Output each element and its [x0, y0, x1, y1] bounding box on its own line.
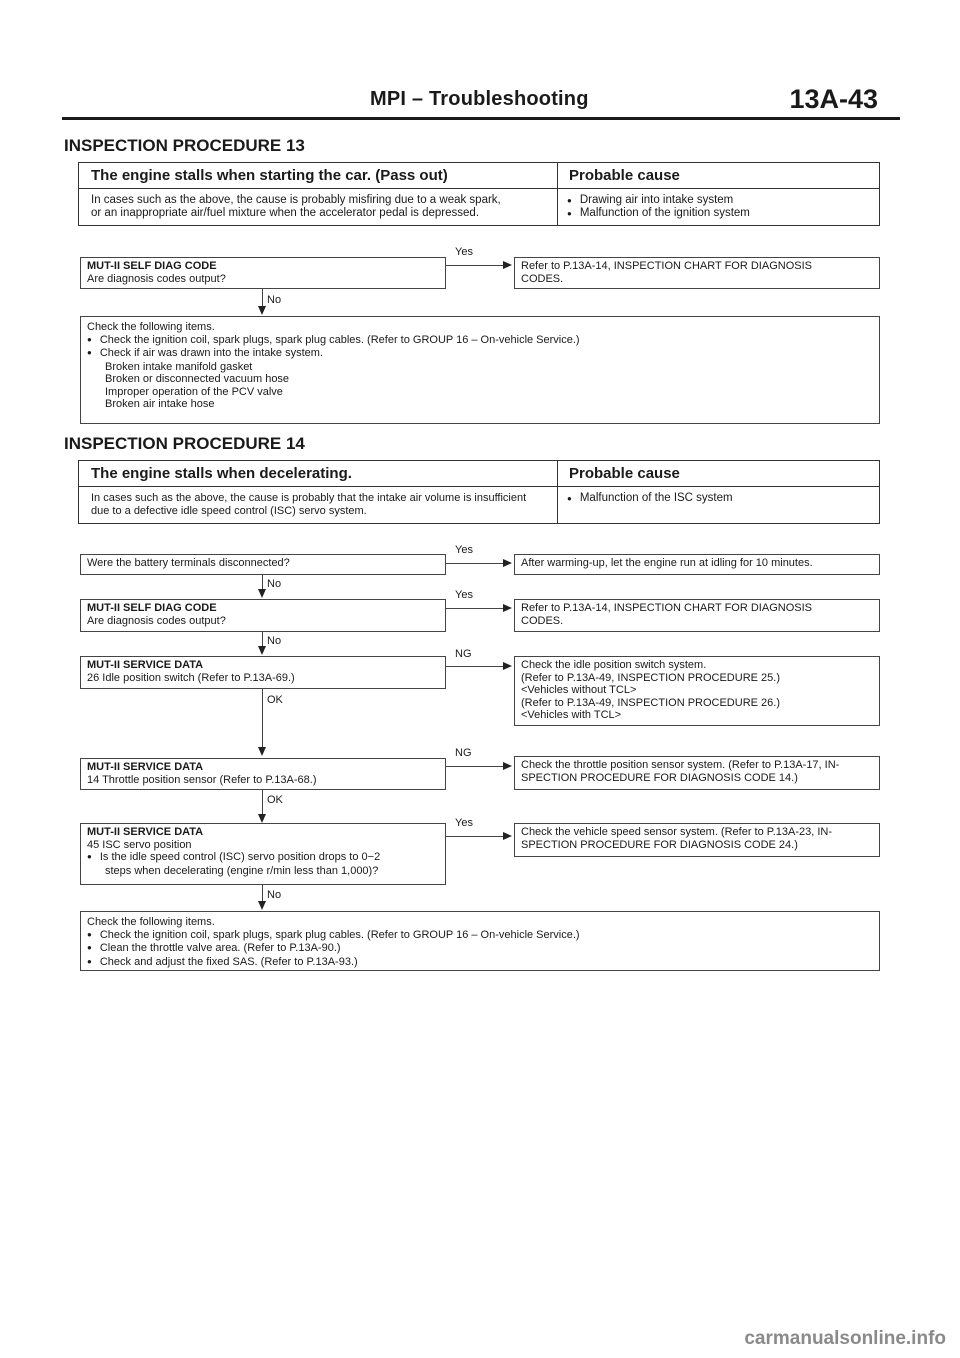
probable-cause-list: ● Malfunction of the ISC system	[567, 492, 733, 504]
connector-line	[446, 836, 504, 837]
connector-line	[446, 265, 504, 266]
result-refer-diag-chart-14: Refer to P.13A-14, INSPECTION CHART FOR DIAGNOSIS CODES.	[514, 599, 880, 632]
symptom-heading: The engine stalls when starting the car. (Pass out)	[91, 167, 448, 184]
arrow-down-icon	[258, 589, 266, 598]
ng-label: NG	[455, 747, 472, 759]
arrow-down-icon	[258, 306, 266, 315]
result-warming-up: After warming-up, let the engine run at idling for 10 minutes.	[514, 554, 880, 575]
arrow-down-icon	[258, 646, 266, 655]
arrow-right-icon	[503, 604, 512, 612]
probable-cause-heading: Probable cause	[569, 167, 680, 184]
step-self-diag-code-13: MUT-II SELF DIAG CODE Are diagnosis codes output?	[80, 257, 446, 289]
step-self-diag-code-14: MUT-II SELF DIAG CODE Are diagnosis codes output?	[80, 599, 446, 632]
connector-line	[446, 666, 504, 667]
step-idle-position-switch: MUT-II SERVICE DATA 26 Idle position switch (Refer to P.13A-69.)	[80, 656, 446, 689]
result-refer-diag-chart-13: Refer to P.13A-14, INSPECTION CHART FOR DIAGNOSIS CODES.	[514, 257, 880, 289]
section-title-procedure-13: INSPECTION PROCEDURE 13	[64, 136, 305, 155]
connector-line	[262, 689, 263, 751]
header-rule	[62, 117, 900, 120]
page-number: 13A-43	[789, 84, 878, 114]
arrow-down-icon	[258, 747, 266, 756]
section-title-procedure-14: INSPECTION PROCEDURE 14	[64, 434, 305, 453]
check-items-14: Check the following items. ● Check the ignition coil, spark plugs, spark plug cables. (Refer to GROUP 16 – On-vehicle Service.) ● Clean the throttle valve area. (Refer to P.13A-90.) ● Check and adjust the fixed SAS. (Refer to P.13A-93.)	[80, 911, 880, 971]
connector-line	[446, 766, 504, 767]
result-idle-position-switch: Check the idle position switch system. (Refer to P.13A-49, INSPECTION PROCEDURE 25.) <Vehicles without TCL> (Refer to P.13A-49, INSPECTION PROCEDURE 26.) <Vehicles with TCL>	[514, 656, 880, 726]
yes-label: Yes	[455, 817, 473, 829]
page-header-title: MPI – Troubleshooting	[370, 88, 589, 110]
no-label: No	[267, 889, 282, 901]
ng-label: NG	[455, 648, 472, 660]
step-isc-servo-position: MUT-II SERVICE DATA 45 ISC servo position ● Is the idle speed control (ISC) servo position drops to 0−2 steps when decelerating (engine r/min less than 1,000)?	[80, 823, 446, 885]
symptom-table-14	[78, 460, 880, 524]
check-items-13: Check the following items. ● Check the ignition coil, spark plugs, spark plug cables. (Refer to GROUP 16 – On-vehicle Service.) ● Check if air was drawn into the intake system. Broken intake manifold gasket Broken or disconnected vacuum hose Improper operation of the PCV valve Broken air intake hose	[80, 316, 880, 424]
no-label: No	[267, 578, 282, 590]
symptom-table-13	[78, 162, 880, 226]
result-throttle-position-sensor: Check the throttle position sensor system. (Refer to P.13A-17, IN- SPECTION PROCEDURE FOR DIAGNOSIS CODE 14.)	[514, 756, 880, 790]
symptom-heading: The engine stalls when decelerating.	[91, 465, 352, 482]
arrow-right-icon	[503, 261, 512, 269]
ok-label: OK	[267, 794, 283, 806]
watermark: carmanualsonline.info	[744, 1328, 946, 1349]
connector-line	[446, 608, 504, 609]
arrow-right-icon	[503, 662, 512, 670]
step-throttle-position-sensor: MUT-II SERVICE DATA 14 Throttle position sensor (Refer to P.13A-68.)	[80, 758, 446, 790]
arrow-right-icon	[503, 832, 512, 840]
yes-label: Yes	[455, 246, 473, 258]
symptom-description: In cases such as the above, the cause is probably misfiring due to a weak spark, or an inappropriate air/fuel mixture when the accelerator pedal is depressed.	[91, 194, 501, 219]
probable-cause-list: ● Drawing air into intake system ● Malfunction of the ignition system	[567, 194, 750, 219]
yes-label: Yes	[455, 544, 473, 556]
no-label: No	[267, 294, 282, 306]
step-battery-terminals: Were the battery terminals disconnected?	[80, 554, 446, 575]
connector-line	[262, 790, 263, 817]
result-vehicle-speed-sensor: Check the vehicle speed sensor system. (Refer to P.13A-23, IN- SPECTION PROCEDURE FOR DIAGNOSIS CODE 24.)	[514, 823, 880, 857]
arrow-right-icon	[503, 559, 512, 567]
yes-label: Yes	[455, 589, 473, 601]
arrow-down-icon	[258, 901, 266, 910]
ok-label: OK	[267, 694, 283, 706]
no-label: No	[267, 635, 282, 647]
probable-cause-heading: Probable cause	[569, 465, 680, 482]
connector-line	[446, 563, 504, 564]
symptom-description: In cases such as the above, the cause is probably that the intake air volume is insufficient due to a defective idle speed control (ISC) servo system.	[91, 492, 527, 517]
arrow-right-icon	[503, 762, 512, 770]
arrow-down-icon	[258, 814, 266, 823]
